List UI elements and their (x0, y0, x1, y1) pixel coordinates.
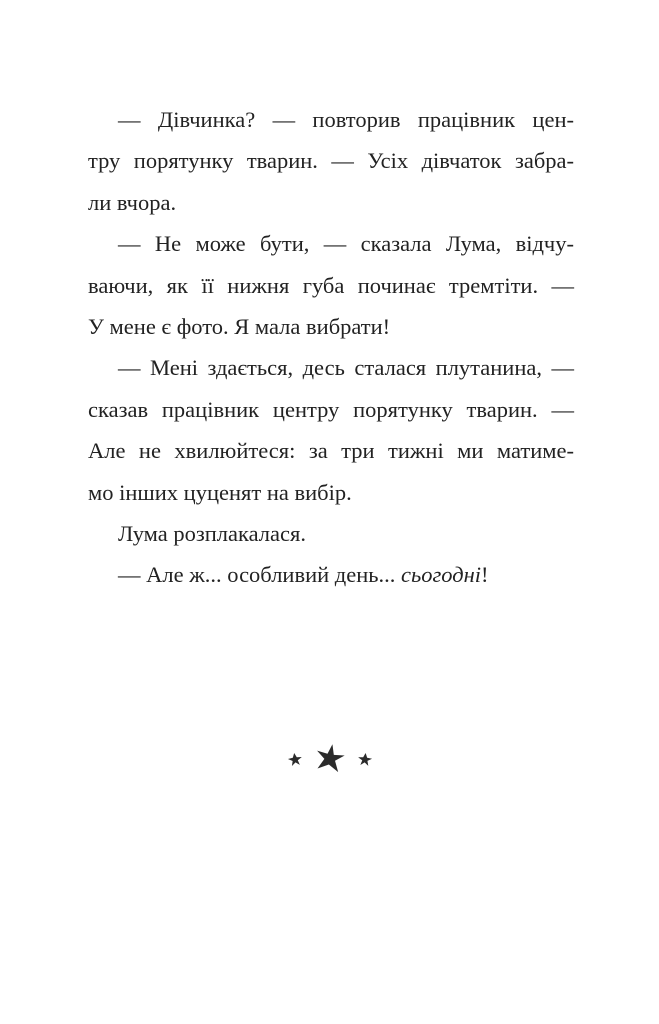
text-line: ваючи, як її нижня губа починає тремтіти. — (88, 272, 574, 298)
big-star-center-icon (314, 742, 346, 773)
text-line: — Не може бути, — сказала Лума, відчу- (118, 231, 574, 257)
text-line: У мене є фото. Я мала вибрати! (88, 313, 391, 339)
text-line: — Мені здається, десь сталася плутанина, — (118, 355, 574, 381)
body-text (88, 99, 574, 596)
text-line: мо інших цуценят на вибір. (88, 479, 352, 505)
text-line: Лума розплакалася. (118, 520, 306, 546)
line-prefix: — Але ж... особливий день... (118, 562, 402, 588)
line-suffix: ! (481, 562, 489, 588)
text-line: тру порятунку тварин. — Усіх дівчаток забра- (88, 148, 574, 174)
text-line: — Дівчинка? — повторив працівник цен- (118, 107, 574, 132)
text-line: Але не хвилюйтеся: за три тижні ми матиме- (88, 438, 574, 464)
text-line (88, 554, 574, 595)
small-star-left-icon (287, 752, 303, 766)
text-line: ли вчора. (88, 189, 177, 215)
text-line: сказав працівник центру порятунку тварин. — (88, 396, 574, 422)
three-stars-ornament-icon (282, 740, 378, 776)
small-star-right-icon (357, 752, 372, 766)
italic-emphasis: сьогодні (401, 562, 482, 588)
